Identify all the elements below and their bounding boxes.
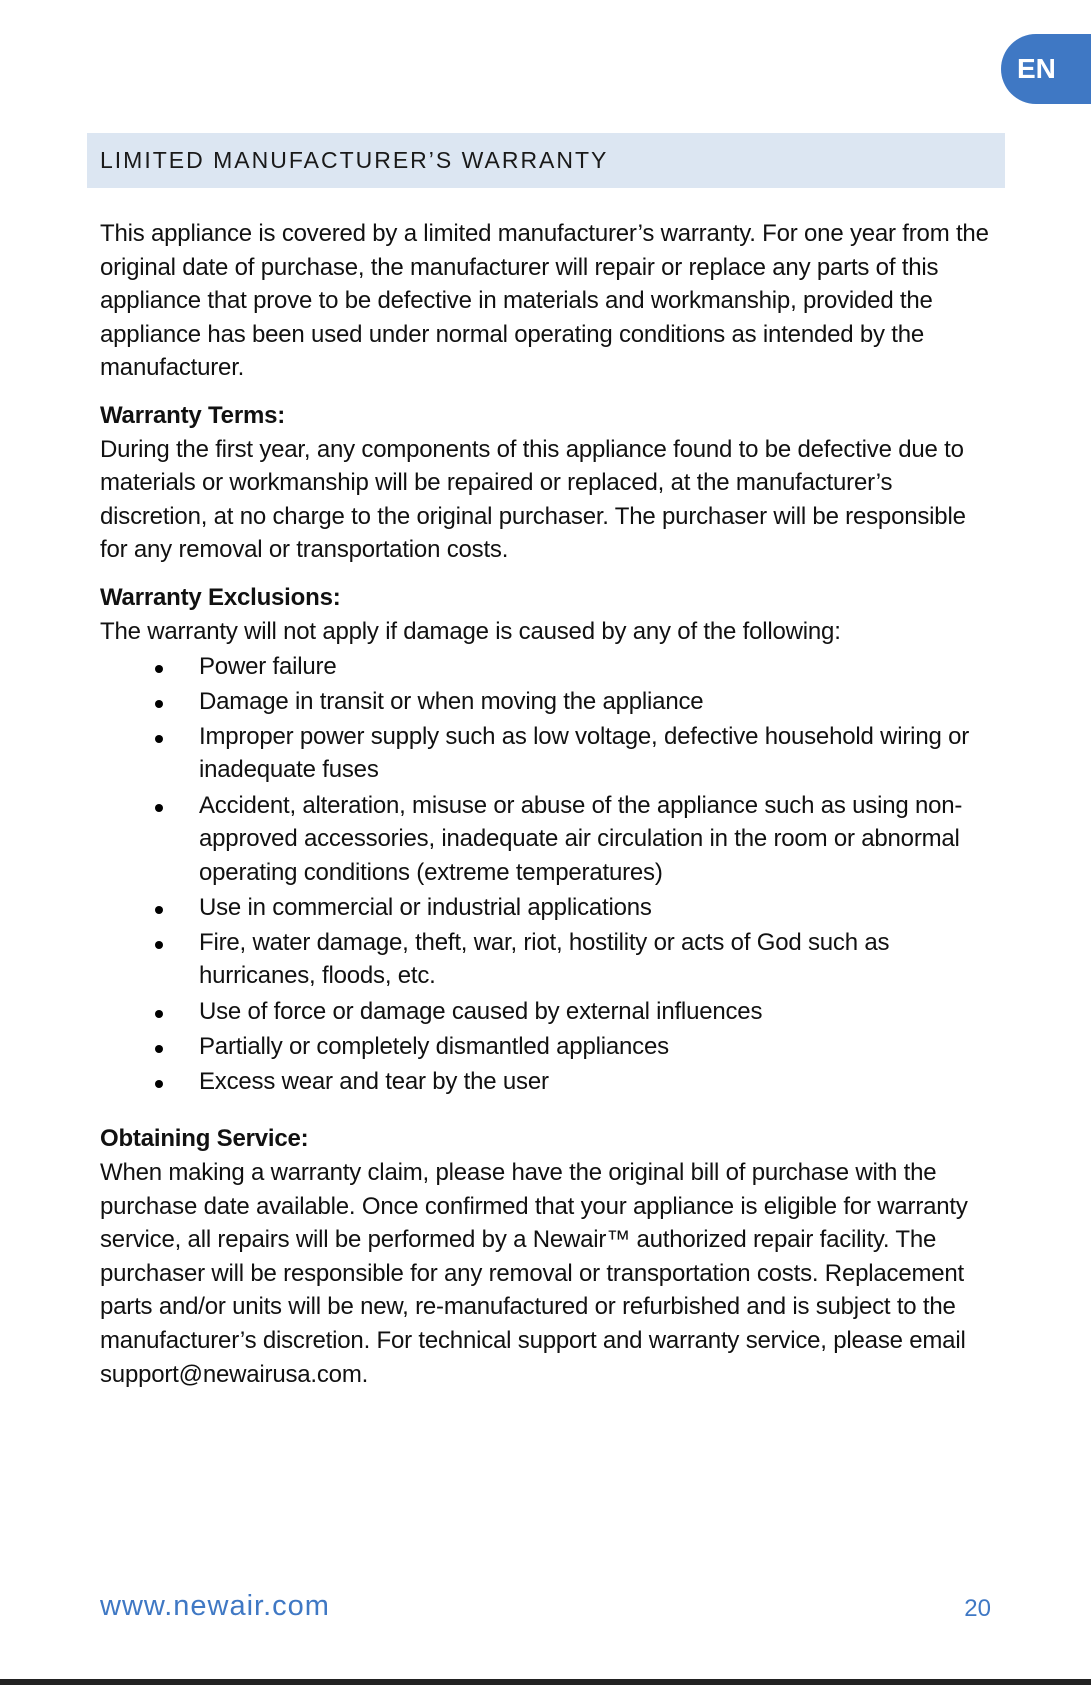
intro-paragraph: This appliance is covered by a limited manufacturer’s warranty. For one year from the original date of purchase, the manufacturer will repair or replace any parts of this appliance that prove to be defective in materials and workmanship, provided the appliance has been used under normal operating conditions as intended by the manufacturer. — [100, 220, 989, 382]
page-number: 20 — [964, 1595, 991, 1622]
service-heading: Obtaining Service: — [100, 1125, 309, 1153]
terms-heading: Warranty Terms: — [100, 401, 286, 429]
bullet-icon — [155, 1010, 163, 1018]
footer-website-link[interactable]: www.newair.com — [100, 1590, 330, 1622]
list-item-text: Accident, alteration, misuse or abuse of the appliance such as using non-approved accessories, inadequate air circulation in the room or abnormal operating conditions (extreme temperatures) — [199, 791, 963, 886]
list-item-text: Partially or completely dismantled appliances — [199, 1032, 669, 1060]
list-item — [100, 995, 990, 1029]
list-item — [100, 1030, 990, 1064]
list-item-text: Improper power supply such as low voltage, defective household wiring or inadequate fuses — [199, 722, 970, 784]
service-paragraph: When making a warranty claim, please have the original bill of purchase with the purchase date available. Once confirmed that your appliance is eligible for warranty service, all repairs will be performed by a Newair™ authorized repair facility. The purchaser will be responsible for any removal or transportation costs. Replacement parts and/or units will be new, re-manufactured or refurbished and is subject to the manufacturer’s discretion. For technical support and warranty service, please email support@newairusa.com. — [100, 1158, 968, 1388]
list-item — [100, 926, 990, 993]
bullet-icon — [155, 1045, 163, 1053]
exclusions-heading: Warranty Exclusions: — [100, 583, 341, 611]
list-item-text: Power failure — [199, 652, 337, 680]
bottom-divider — [0, 1679, 1091, 1685]
list-item — [100, 1065, 990, 1099]
list-item — [100, 789, 990, 890]
list-item — [100, 891, 990, 925]
bullet-icon — [155, 1080, 163, 1088]
warranty-content — [100, 217, 990, 1391]
bullet-icon — [155, 804, 163, 812]
section-header-banner — [87, 133, 1005, 188]
bullet-icon — [155, 700, 163, 708]
list-item-text: Damage in transit or when moving the appliance — [199, 687, 704, 715]
bullet-icon — [155, 906, 163, 914]
bullet-icon — [155, 735, 163, 743]
list-item — [100, 720, 990, 787]
exclusions-list — [100, 650, 990, 1099]
list-item-text: Excess wear and tear by the user — [199, 1067, 549, 1095]
section-title: LIMITED MANUFACTURER’S WARRANTY — [100, 147, 609, 173]
list-item — [100, 650, 990, 684]
list-item-text: Use of force or damage caused by external influences — [199, 997, 763, 1025]
terms-paragraph: During the first year, any components of this appliance found to be defective due to materials or workmanship will be repaired or replaced, at the manufacturer’s discretion, at no charge to the original purchaser. The purchaser will be responsible for any removal or transportation costs. — [100, 435, 966, 564]
list-item-text: Fire, water damage, theft, war, riot, hostility or acts of God such as hurricanes, floods, etc. — [199, 928, 890, 990]
bullet-icon — [155, 665, 163, 673]
bullet-icon — [155, 941, 163, 949]
language-tab: EN — [1001, 34, 1091, 104]
list-item-text: Use in commercial or industrial applications — [199, 893, 652, 921]
exclusions-intro: The warranty will not apply if damage is caused by any of the following: — [100, 617, 841, 645]
list-item — [100, 685, 990, 719]
